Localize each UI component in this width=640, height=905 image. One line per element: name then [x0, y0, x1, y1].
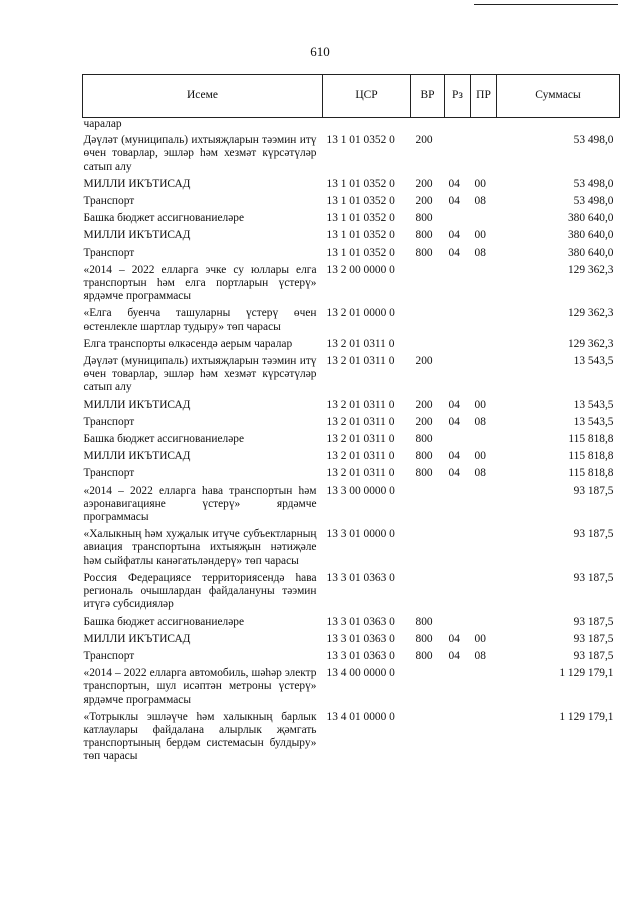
- cell-rz: [445, 483, 471, 527]
- table-row: [83, 245, 620, 262]
- cell-sum: 380 640,0: [567, 246, 614, 259]
- header-vr: ВР: [411, 75, 445, 118]
- cell-name: Транспорт: [83, 415, 135, 428]
- cell-name: Башка бюджет ассигнованиеләре: [83, 433, 245, 446]
- cell-rz: 04: [448, 415, 460, 428]
- cell-rz: [445, 336, 471, 353]
- table-row: [83, 483, 620, 527]
- cell-vr: [411, 262, 445, 306]
- cell-pr: 08: [474, 246, 486, 259]
- table-row: [83, 665, 620, 709]
- cell-csr: [323, 118, 411, 133]
- table-row: [83, 210, 620, 227]
- cell-vr: 200: [415, 355, 433, 368]
- top-rule: [474, 4, 618, 5]
- table-row: [83, 397, 620, 414]
- cell-pr: 00: [474, 450, 486, 463]
- cell-pr: [471, 353, 497, 397]
- table-row: [83, 448, 620, 465]
- cell-pr: [471, 118, 497, 133]
- cell-csr: 13 2 00 0000 0: [326, 263, 395, 276]
- cell-rz: 04: [448, 467, 460, 480]
- cell-sum: 115 818,8: [568, 433, 614, 446]
- cell-vr: 200: [415, 415, 433, 428]
- cell-name: Транспорт: [83, 246, 135, 259]
- cell-csr: 13 4 00 0000 0: [326, 667, 395, 680]
- cell-sum: 129 362,3: [567, 307, 614, 320]
- table-row: [83, 631, 620, 648]
- cell-sum: 93 187,5: [573, 571, 614, 584]
- cell-rz: [445, 118, 471, 133]
- cell-csr: 13 2 01 0000 0: [326, 307, 395, 320]
- cell-pr: [471, 262, 497, 306]
- cell-pr: [471, 526, 497, 570]
- cell-pr: [471, 305, 497, 335]
- cell-sum: 1 129 179,1: [559, 710, 614, 723]
- cell-name: «Елга буенча ташуларны үстерү өчен өстенлекле шартлар тудыру» төп чарасы: [83, 307, 317, 333]
- table-row: [83, 227, 620, 244]
- cell-csr: 13 1 01 0352 0: [326, 246, 395, 259]
- cell-vr: 800: [415, 212, 433, 225]
- cell-csr: 13 2 01 0311 0: [326, 355, 395, 368]
- budget-table: [82, 74, 620, 766]
- cell-sum: 13 543,5: [573, 398, 614, 411]
- cell-vr: [411, 570, 445, 614]
- cell-vr: 200: [415, 134, 433, 147]
- cell-sum: 13 543,5: [573, 415, 614, 428]
- cell-rz: 04: [448, 632, 460, 645]
- cell-csr: 13 1 01 0352 0: [326, 134, 395, 147]
- table-row: [83, 709, 620, 766]
- cell-vr: [411, 305, 445, 335]
- cell-name: Дәүләт (муниципаль) ихтыяҗларын тәэмин итү өчен товарлар, эшләр һәм хезмәт күрсәтүләр сатып алу: [83, 355, 317, 394]
- cell-name: МИЛЛИ ИКЪТИСАД: [83, 450, 191, 463]
- cell-rz: [445, 526, 471, 570]
- cell-pr: [471, 336, 497, 353]
- cell-sum: 93 187,5: [573, 528, 614, 541]
- table-row: [83, 526, 620, 570]
- table-row: [83, 262, 620, 306]
- cell-sum: 115 818,8: [568, 467, 614, 480]
- cell-name: Башка бюджет ассигнованиеләре: [83, 212, 245, 225]
- cell-pr: [471, 709, 497, 766]
- cell-rz: 04: [448, 450, 460, 463]
- cell-pr: 08: [474, 415, 486, 428]
- cell-csr: 13 3 01 0363 0: [326, 571, 395, 584]
- table-header-row: [83, 75, 620, 118]
- cell-csr: 13 3 00 0000 0: [326, 484, 395, 497]
- cell-pr: 00: [474, 229, 486, 242]
- cell-name: Транспорт: [83, 467, 135, 480]
- cell-csr: 13 3 01 0363 0: [326, 649, 395, 662]
- cell-sum: 13 543,5: [573, 355, 614, 368]
- cell-vr: 800: [415, 246, 433, 259]
- cell-name: МИЛЛИ ИКЪТИСАД: [83, 229, 191, 242]
- cell-sum: [497, 118, 620, 133]
- table-row: [83, 648, 620, 665]
- cell-vr: 800: [415, 615, 433, 628]
- cell-pr: 08: [474, 649, 486, 662]
- cell-vr: 800: [415, 649, 433, 662]
- cell-csr: 13 2 01 0311 0: [326, 415, 395, 428]
- cell-pr: 08: [474, 195, 486, 208]
- cell-rz: [445, 305, 471, 335]
- cell-sum: 93 187,5: [573, 615, 614, 628]
- cell-name: «2014 – 2022 елларга автомобиль, шәһәр электр транспортын, шул исәптән метроны үстерү» ярдәмче программасы: [83, 667, 317, 706]
- cell-rz: [445, 353, 471, 397]
- cell-csr: 13 2 01 0311 0: [326, 450, 395, 463]
- cell-csr: 13 1 01 0352 0: [326, 177, 395, 190]
- table-row: [83, 118, 620, 133]
- cell-rz: [445, 665, 471, 709]
- cell-rz: 04: [448, 649, 460, 662]
- cell-vr: 800: [415, 229, 433, 242]
- cell-pr: [471, 431, 497, 448]
- cell-name: «2014 – 2022 елларга һава транспортын һәм аэронавигацияне үстерү» ярдәмче программасы: [83, 484, 317, 524]
- header-csr: ЦСР: [323, 75, 411, 118]
- table-row: [83, 414, 620, 431]
- cell-sum: 1 129 179,1: [559, 667, 614, 680]
- cell-name: МИЛЛИ ИКЪТИСАД: [83, 177, 191, 190]
- cell-vr: 800: [415, 632, 433, 645]
- cell-name: МИЛЛИ ИКЪТИСАД: [83, 632, 191, 645]
- cell-rz: 04: [448, 246, 460, 259]
- cell-vr: 200: [415, 195, 433, 208]
- cell-csr: 13 2 01 0311 0: [326, 467, 395, 480]
- table-row: [83, 132, 620, 176]
- cell-vr: [411, 665, 445, 709]
- table-row: [83, 431, 620, 448]
- cell-name: Россия Федерациясе территориясендә һава региональ очышлардан файдалануны тәэмин итүгә субсидияләр: [83, 571, 317, 611]
- cell-name: «2014 – 2022 елларга эчке су юллары елга транспортын һәм елга портларын үстерү» ярдәмче программасы: [83, 263, 317, 303]
- cell-csr: 13 4 01 0000 0: [326, 710, 395, 723]
- cell-rz: [445, 132, 471, 176]
- cell-vr: 200: [415, 177, 433, 190]
- cell-sum: 53 498,0: [573, 134, 614, 147]
- cell-rz: [445, 210, 471, 227]
- cell-name: «Халыкның һәм хуҗалык итүче субъектларның авиация транспортына ихтыяҗын нәтиҗәле һәм сыйфатлы канәгатьләндерү» төп чарасы: [83, 528, 317, 567]
- cell-name: Транспорт: [83, 195, 135, 208]
- cell-pr: [471, 210, 497, 227]
- cell-vr: 200: [415, 398, 433, 411]
- cell-rz: [445, 570, 471, 614]
- cell-rz: [445, 262, 471, 306]
- cell-sum: 115 818,8: [568, 450, 614, 463]
- cell-pr: [471, 614, 497, 631]
- cell-csr: 13 2 01 0311 0: [326, 433, 395, 446]
- cell-vr: 800: [415, 467, 433, 480]
- table-row: [83, 465, 620, 482]
- cell-sum: 53 498,0: [573, 177, 614, 190]
- cell-sum: 129 362,3: [567, 337, 614, 350]
- cell-sum: 129 362,3: [567, 263, 614, 276]
- cell-csr: 13 1 01 0352 0: [326, 229, 395, 242]
- table-row: [83, 353, 620, 397]
- cell-vr: [411, 526, 445, 570]
- header-sum: Суммасы: [497, 75, 620, 118]
- cell-sum: 93 187,5: [573, 649, 614, 662]
- cell-csr: 13 1 01 0352 0: [326, 195, 395, 208]
- cell-sum: 53 498,0: [573, 195, 614, 208]
- cell-name: Транспорт: [83, 649, 135, 662]
- table-row: [83, 193, 620, 210]
- cell-rz: 04: [448, 195, 460, 208]
- cell-vr: 800: [415, 433, 433, 446]
- cell-pr: 00: [474, 177, 486, 190]
- cell-name: «Тотрыклы эшләүче һәм халыкның барлык катлаулары файдалана алырлык җәмгать транспортының бердәм системасын булдыру» төп чарасы: [83, 710, 317, 763]
- cell-csr: 13 1 01 0352 0: [326, 212, 395, 225]
- cell-pr: 00: [474, 632, 486, 645]
- page-number: 610: [310, 44, 330, 59]
- cell-csr: 13 2 01 0311 0: [326, 337, 395, 350]
- cell-vr: [411, 118, 445, 133]
- cell-name: Дәүләт (муниципаль) ихтыяҗларын тәэмин итү өчен товарлар, эшләр һәм хезмәт күрсәтүләр сатып алу: [83, 134, 317, 173]
- table-row: [83, 570, 620, 614]
- cell-name: Елга транспорты өлкәсендә аерым чаралар: [83, 337, 293, 350]
- cell-csr: 13 3 01 0363 0: [326, 615, 395, 628]
- cell-sum: 93 187,5: [573, 632, 614, 645]
- cell-sum: 380 640,0: [567, 212, 614, 225]
- cell-pr: 08: [474, 467, 486, 480]
- table-row: [83, 614, 620, 631]
- cell-pr: 00: [474, 398, 486, 411]
- cell-pr: [471, 570, 497, 614]
- cell-vr: [411, 483, 445, 527]
- header-rz: Рз: [445, 75, 471, 118]
- table-row: [83, 176, 620, 193]
- cell-pr: [471, 483, 497, 527]
- cell-name: МИЛЛИ ИКЪТИСАД: [83, 398, 191, 411]
- cell-name: Башка бюджет ассигнованиеләре: [83, 615, 245, 628]
- cell-csr: 13 3 01 0363 0: [326, 632, 395, 645]
- cell-rz: [445, 709, 471, 766]
- table-row: [83, 336, 620, 353]
- cell-vr: [411, 336, 445, 353]
- cell-sum: 93 187,5: [573, 484, 614, 497]
- cell-rz: [445, 431, 471, 448]
- cell-rz: 04: [448, 398, 460, 411]
- cell-rz: 04: [448, 177, 460, 190]
- cell-pr: [471, 132, 497, 176]
- cell-rz: 04: [448, 229, 460, 242]
- cell-rz: [445, 614, 471, 631]
- cell-csr: 13 2 01 0311 0: [326, 398, 395, 411]
- cell-csr: 13 3 01 0000 0: [326, 528, 395, 541]
- table-row: [83, 305, 620, 335]
- header-name: Исеме: [83, 75, 323, 118]
- header-pr: ПР: [471, 75, 497, 118]
- cell-name: чаралар: [83, 118, 122, 130]
- cell-vr: [411, 709, 445, 766]
- cell-vr: 800: [415, 450, 433, 463]
- cell-pr: [471, 665, 497, 709]
- cell-sum: 380 640,0: [567, 229, 614, 242]
